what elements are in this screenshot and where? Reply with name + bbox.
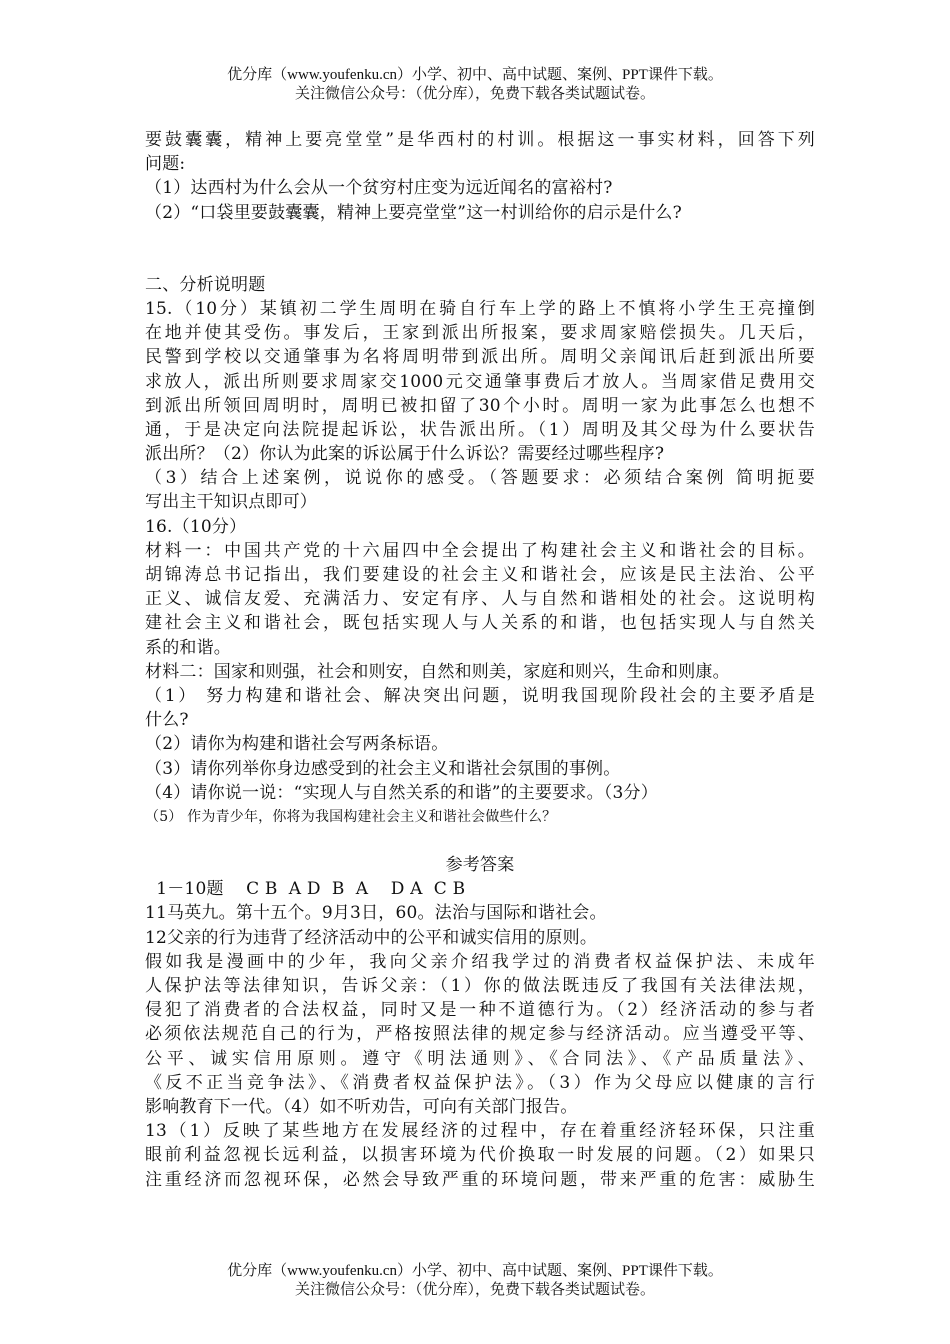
- text-line: 要鼓囊囊，精神上要亮堂堂”是华西村的村训。根据这一事实材料，回答下列: [145, 130, 815, 150]
- text-line: 建社会主义和谐社会，既包括实现人与人关系的和谐，也包括实现人与自然关: [145, 613, 815, 634]
- text-line: 派出所？（2）你认为此案的诉讼属于什么诉讼？需要经过哪些程序?: [145, 444, 665, 465]
- text-line: （4）请你说一说：“实现人与自然关系的和谐”的主要要求。（3分）: [145, 782, 658, 803]
- text-line: （3）结合上述案例，说说你的感受。（答题要求：必须结合案例 简明扼要: [145, 468, 815, 489]
- text-line: 注重经济而忽视环保，必然会导致严重的环境问题，带来严重的危害：威胁生: [145, 1169, 815, 1190]
- text-line: 问题:: [145, 154, 186, 175]
- text-line: （3）请你列举你身边感受到的社会主义和谐社会氛围的事例。: [145, 758, 621, 779]
- text-line: 材料一：中国共产党的十六届四中全会提出了构建社会主义和谐社会的目标。: [145, 540, 815, 561]
- text-line: 1－10题 C B A D B A D A C B: [145, 879, 466, 900]
- text-line: 16.（10分）: [145, 516, 247, 537]
- text-line: （5） 作为青少年，你将为我国构建社会主义和谐社会做些什么？: [145, 808, 557, 825]
- text-line: 材料二：国家和则强，社会和则安，自然和则美，家庭和则兴，生命和则康。: [145, 661, 730, 682]
- text-line: （2）请你为构建和谐社会写两条标语。: [145, 734, 449, 755]
- text-line: （1） 努力构建和谐社会、解决突出问题，说明我国现阶段社会的主要矛盾是: [145, 685, 815, 706]
- text-line: （1）达西村为什么会从一个贫穷村庄变为远近闻名的富裕村?: [145, 178, 613, 199]
- text-line: 公平、诚实信用原则。遵守《明法通则》、《合同法》、《产品质量法》、: [145, 1048, 815, 1069]
- text-line: 影响教育下一代。（4）如不听劝告，可向有关部门报告。: [145, 1096, 578, 1117]
- text-line: 必须依法规范自己的行为，严格按照法律的规定参与经济活动。应当遵受平等、: [145, 1024, 815, 1045]
- text-line: 到派出所领回周明时，周明已被扣留了30个小时。周明一家为此事怎么也想不: [145, 395, 815, 416]
- question-16-block: [145, 515, 815, 829]
- text-line: 13（1）反映了某些地方在发展经济的过程中，存在着重经济轻环保，只注重: [145, 1121, 815, 1142]
- page-header: [0, 66, 950, 104]
- header-line-1: 优分库（www.youfenku.cn）小学、初中、高中试题、案例、PPT课件下载。: [227, 67, 723, 83]
- text-line: 12父亲的行为违背了经济活动中的公平和诚实信用的原则。: [145, 927, 598, 948]
- text-line: 在地并使其受伤。事发后，王家到派出所报案，要求周家赔偿损失。几天后，: [145, 323, 815, 344]
- text-line: 正义、诚信友爱、充满活力、安定有序、人与自然和谐相处的社会。这说明构: [145, 589, 815, 610]
- text-line: 民警到学校以交通肇事为名将周明带到派出所。周明父亲闻讯后赶到派出所要: [145, 347, 815, 368]
- text-line: 侵犯了消费者的合法权益，同时又是一种不道德行为。（2）经济活动的参与者: [145, 1000, 815, 1021]
- text-line: 写出主干知识点即可）: [145, 492, 317, 513]
- text-line: （2）“口袋里要鼓囊囊，精神上要亮堂堂”这一村训给你的启示是什么?: [145, 202, 682, 223]
- text-line: 假如我是漫画中的少年，我向父亲介绍我学过的消费者权益保护法、未成年: [145, 951, 815, 972]
- question-15-block: [145, 297, 815, 515]
- text-line: 求放人，派出所则要求周家交1000元交通肇事费后才放人。当周家借足费用交: [145, 371, 815, 392]
- text-line: 《反不正当竞争法》、《消费者权益保护法》。（3）作为父母应以健康的言行: [145, 1072, 815, 1093]
- section-title: 二、分析说明题: [145, 274, 266, 295]
- text-line: 系的和谐。: [145, 637, 231, 658]
- text-line: 15.（10分）某镇初二学生周明在骑自行车上学的路上不慎将小学生王亮撞倒: [145, 298, 815, 319]
- text-line: 什么?: [145, 710, 189, 731]
- answers-block: [145, 877, 815, 1191]
- footer-line-1: 优分库（www.youfenku.cn）小学、初中、高中试题、案例、PPT课件下载。: [227, 1263, 723, 1279]
- page-footer: [0, 1262, 950, 1300]
- document-body: [145, 128, 815, 1192]
- text-line: 人保护法等法律知识，告诉父亲：（1）你的做法既违反了我国有关法律法规，: [145, 976, 815, 996]
- header-line-2: 关注微信公众号：（优分库），免费下载各类试题试卷。: [294, 86, 655, 102]
- text-line: 胡锦涛总书记指出，我们要建设的社会主义和谐社会，应该是民主法治、公平: [145, 565, 815, 585]
- text-line: 11马英九。第十五个。9月3日，60。法治与国际和谐社会。: [145, 903, 607, 924]
- question-14-block: [145, 128, 815, 225]
- text-line: 眼前利益忽视长远利益，以损害环境为代价换取一时发展的问题。（2）如果只: [145, 1145, 815, 1166]
- footer-line-2: 关注微信公众号：（优分库），免费下载各类试题试卷。: [294, 1282, 655, 1298]
- answers-title: 参考答案: [445, 855, 515, 876]
- text-line: 通，于是决定向法院提起诉讼，状告派出所。（1）周明及其父母为什么要状告: [145, 419, 815, 440]
